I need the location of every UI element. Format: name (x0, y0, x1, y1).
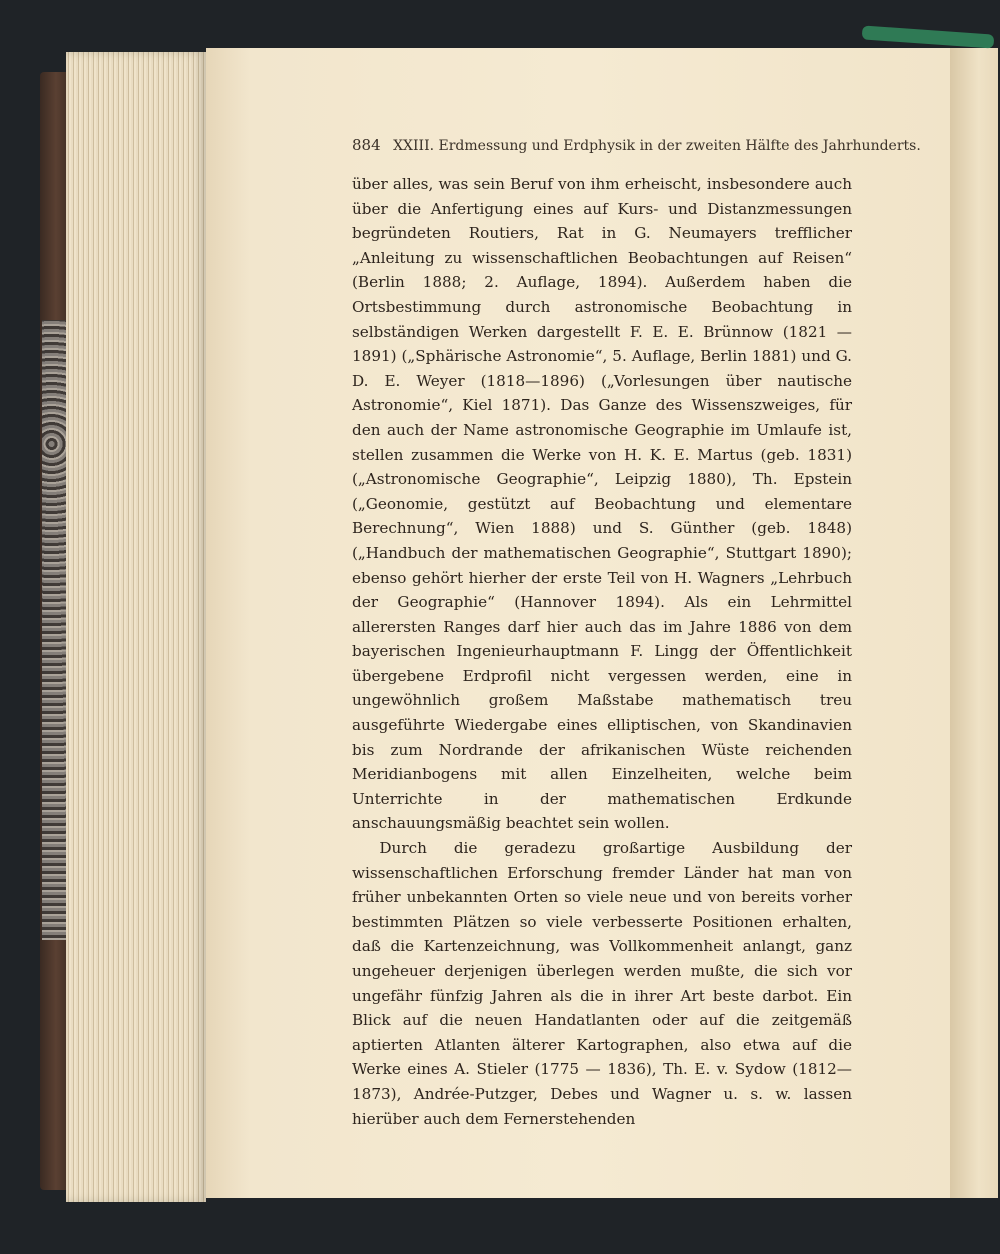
paragraph-1: über alles, was sein Beruf von ihm erheischt, insbesondere auch über die Anfertigung eines auf Kurs- und Distanzmessungen begründeten Routiers, Rat in G. Neumayers trefflicher „Anleitung zu wissenschaftlichen Beobachtungen auf Reisen“ (Berlin 1888; 2. Auflage, 1894). Außerdem haben die Ortsbestimmung durch astronomische Beobachtung in selbständigen Werken dargestellt F. E. E. Brünnow (1821 — 1891) („Sphärische Astronomie“, 5. Auflage, Berlin 1881) und G. D. E. Weyer (1818—1896) („Vorlesungen über nautische Astronomie“, Kiel 1871). Das Ganze des Wissenszweiges, für den auch der Name astronomische Geographie im Umlaufe ist, stellen zusammen die Werke von H. K. E. Martus (geb. 1831) („Astronomische Geographie“, Leipzig 1880), Th. Epstein („Geonomie, gestützt auf Beobachtung und elementare Berechnung“, Wien 1888) und S. Günther (geb. 1848) („Handbuch der mathematischen Geographie“, Stuttgart 1890); ebenso gehört hierher der erste Teil von H. Wagners „Lehrbuch der Geographie“ (Hannover 1894). Als ein Lehrmittel allerersten Ranges darf hier auch das im Jahre 1886 von dem bayerischen Ingenieurhauptmann F. Lingg der Öffentlichkeit übergebene Erdprofil nicht vergessen werden, eine in ungewöhnlich großem Maßstabe mathematisch treu ausgeführte Wiedergabe eines elliptischen, von Skandinavien bis zum Nordrande der afrikanischen Wüste reichenden Meridianbogens mit allen Einzelheiten, welche beim Unterrichte in der mathematischen Erdkunde anschauungsmäßig beachtet sein wollen. (352, 175, 852, 833)
page-body (352, 172, 852, 1131)
facing-page-edge (950, 48, 998, 1198)
page-block-edges (66, 52, 206, 1202)
page-number: 884 (352, 136, 381, 154)
paragraph-2: Durch die geradezu großartige Ausbildung der wissenschaftlichen Erforschung fremder Länder hat man von früher unbekannten Orten so viele neue und von bereits vorher bestimmten Plätzen so viele verbesserte Positionen erhalten, daß die Kartenzeichnung, was Vollkommenheit anlangt, ganz ungeheuer derjenigen überlegen werden mußte, die sich vor ungefähr fünfzig Jahren als die in ihrer Art beste darbot. Ein Blick auf die neuen Handatlanten oder auf die zeitgemäß aptierten Atlanten älterer Kartographen, also etwa auf die Werke eines A. Stieler (1775 — 1836), Th. E. v. Sydow (1812—1873), Andrée-Putzger, Debes und Wagner u. s. w. lassen hierüber auch dem Fernerstehenden (352, 839, 852, 1128)
running-head-title: XXIII. Erdmessung und Erdphysik in der zweiten Hälfte des Jahrhunderts. (393, 138, 921, 154)
running-header (352, 136, 921, 154)
bookmark-ribbon (862, 25, 995, 48)
